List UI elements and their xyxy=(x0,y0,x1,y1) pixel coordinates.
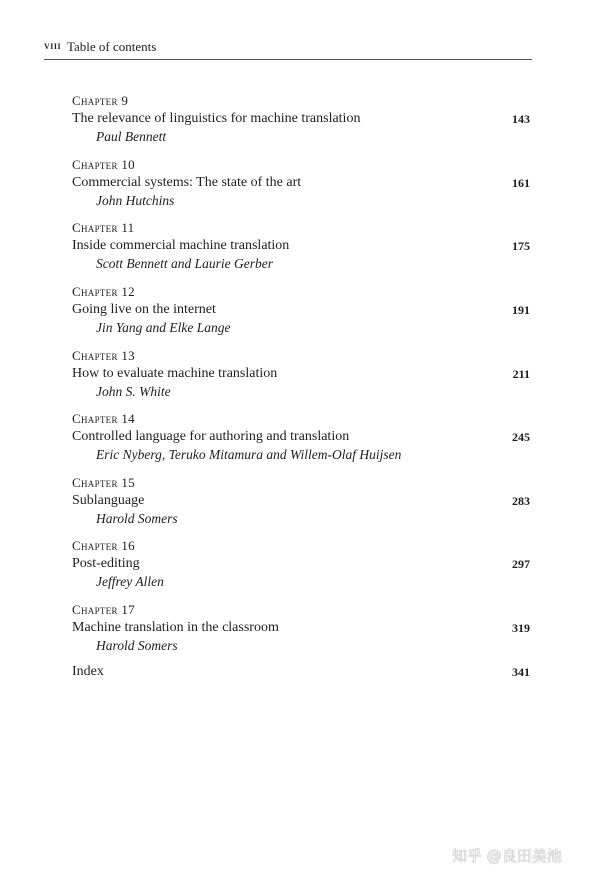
chapter-author: John S. White xyxy=(96,384,171,399)
page-number: 297 xyxy=(512,557,530,571)
page-number: 211 xyxy=(512,367,530,381)
chapter-label: Chapter 14 xyxy=(72,411,135,426)
page-number: 161 xyxy=(512,176,530,190)
chapter-label: Chapter 12 xyxy=(72,284,135,299)
toc-entry-chapter-10[interactable] xyxy=(72,156,532,210)
chapter-author: Harold Somers xyxy=(96,511,178,526)
chapter-author: Jeffrey Allen xyxy=(96,574,164,589)
chapter-author: Eric Nyberg, Teruko Mitamura and Willem-Olaf Huijsen xyxy=(96,447,402,462)
page-number: 143 xyxy=(512,112,530,126)
running-header xyxy=(44,40,532,60)
index-title[interactable]: Index xyxy=(72,664,104,679)
toc-entry-chapter-13[interactable] xyxy=(72,347,532,401)
chapter-title[interactable]: The relevance of linguistics for machine translation xyxy=(72,111,361,126)
chapter-title[interactable]: Controlled language for authoring and translation xyxy=(72,429,350,444)
running-title: Table of contents xyxy=(67,39,157,54)
chapter-label: Chapter 13 xyxy=(72,348,135,363)
chapter-author: John Hutchins xyxy=(96,193,175,208)
chapter-label: Chapter 16 xyxy=(72,538,135,553)
toc-entry-chapter-17[interactable] xyxy=(72,601,532,655)
chapter-title[interactable]: Machine translation in the classroom xyxy=(72,620,279,635)
chapter-title[interactable]: Commercial systems: The state of the art xyxy=(72,175,302,190)
chapter-label: Chapter 9 xyxy=(72,93,129,108)
page-number: 245 xyxy=(512,430,530,444)
chapter-title[interactable]: Post-editing xyxy=(72,556,140,571)
toc-entry-chapter-15[interactable] xyxy=(72,474,532,528)
chapter-author: Paul Bennett xyxy=(96,129,167,144)
chapter-author: Jin Yang and Elke Lange xyxy=(96,320,231,335)
page-number: 341 xyxy=(512,665,530,679)
chapter-author: Harold Somers xyxy=(96,638,178,653)
page-number: 175 xyxy=(512,239,530,253)
toc-entry-index[interactable] xyxy=(72,663,532,681)
chapter-title[interactable]: Inside commercial machine translation xyxy=(72,238,290,253)
toc-entry-chapter-9[interactable] xyxy=(72,92,532,146)
toc-entry-chapter-12[interactable] xyxy=(72,283,532,337)
header-rule xyxy=(44,59,532,60)
chapter-label: Chapter 11 xyxy=(72,220,135,235)
page-number: 283 xyxy=(512,494,530,508)
page-folio: viii xyxy=(44,40,62,52)
toc-entry-chapter-16[interactable] xyxy=(72,537,532,591)
watermark: 知乎 @良田美池 xyxy=(452,847,562,865)
chapter-label: Chapter 10 xyxy=(72,157,135,172)
page-number: 191 xyxy=(512,303,530,317)
toc-entry-chapter-14[interactable] xyxy=(72,410,532,464)
chapter-title[interactable]: How to evaluate machine translation xyxy=(72,366,278,381)
chapter-author: Scott Bennett and Laurie Gerber xyxy=(96,256,273,271)
toc-entry-chapter-11[interactable] xyxy=(72,219,532,273)
chapter-title[interactable]: Going live on the internet xyxy=(72,302,216,317)
page-number: 319 xyxy=(512,621,530,635)
chapter-label: Chapter 15 xyxy=(72,475,135,490)
chapter-label: Chapter 17 xyxy=(72,602,135,617)
chapter-title[interactable]: Sublanguage xyxy=(72,493,145,508)
